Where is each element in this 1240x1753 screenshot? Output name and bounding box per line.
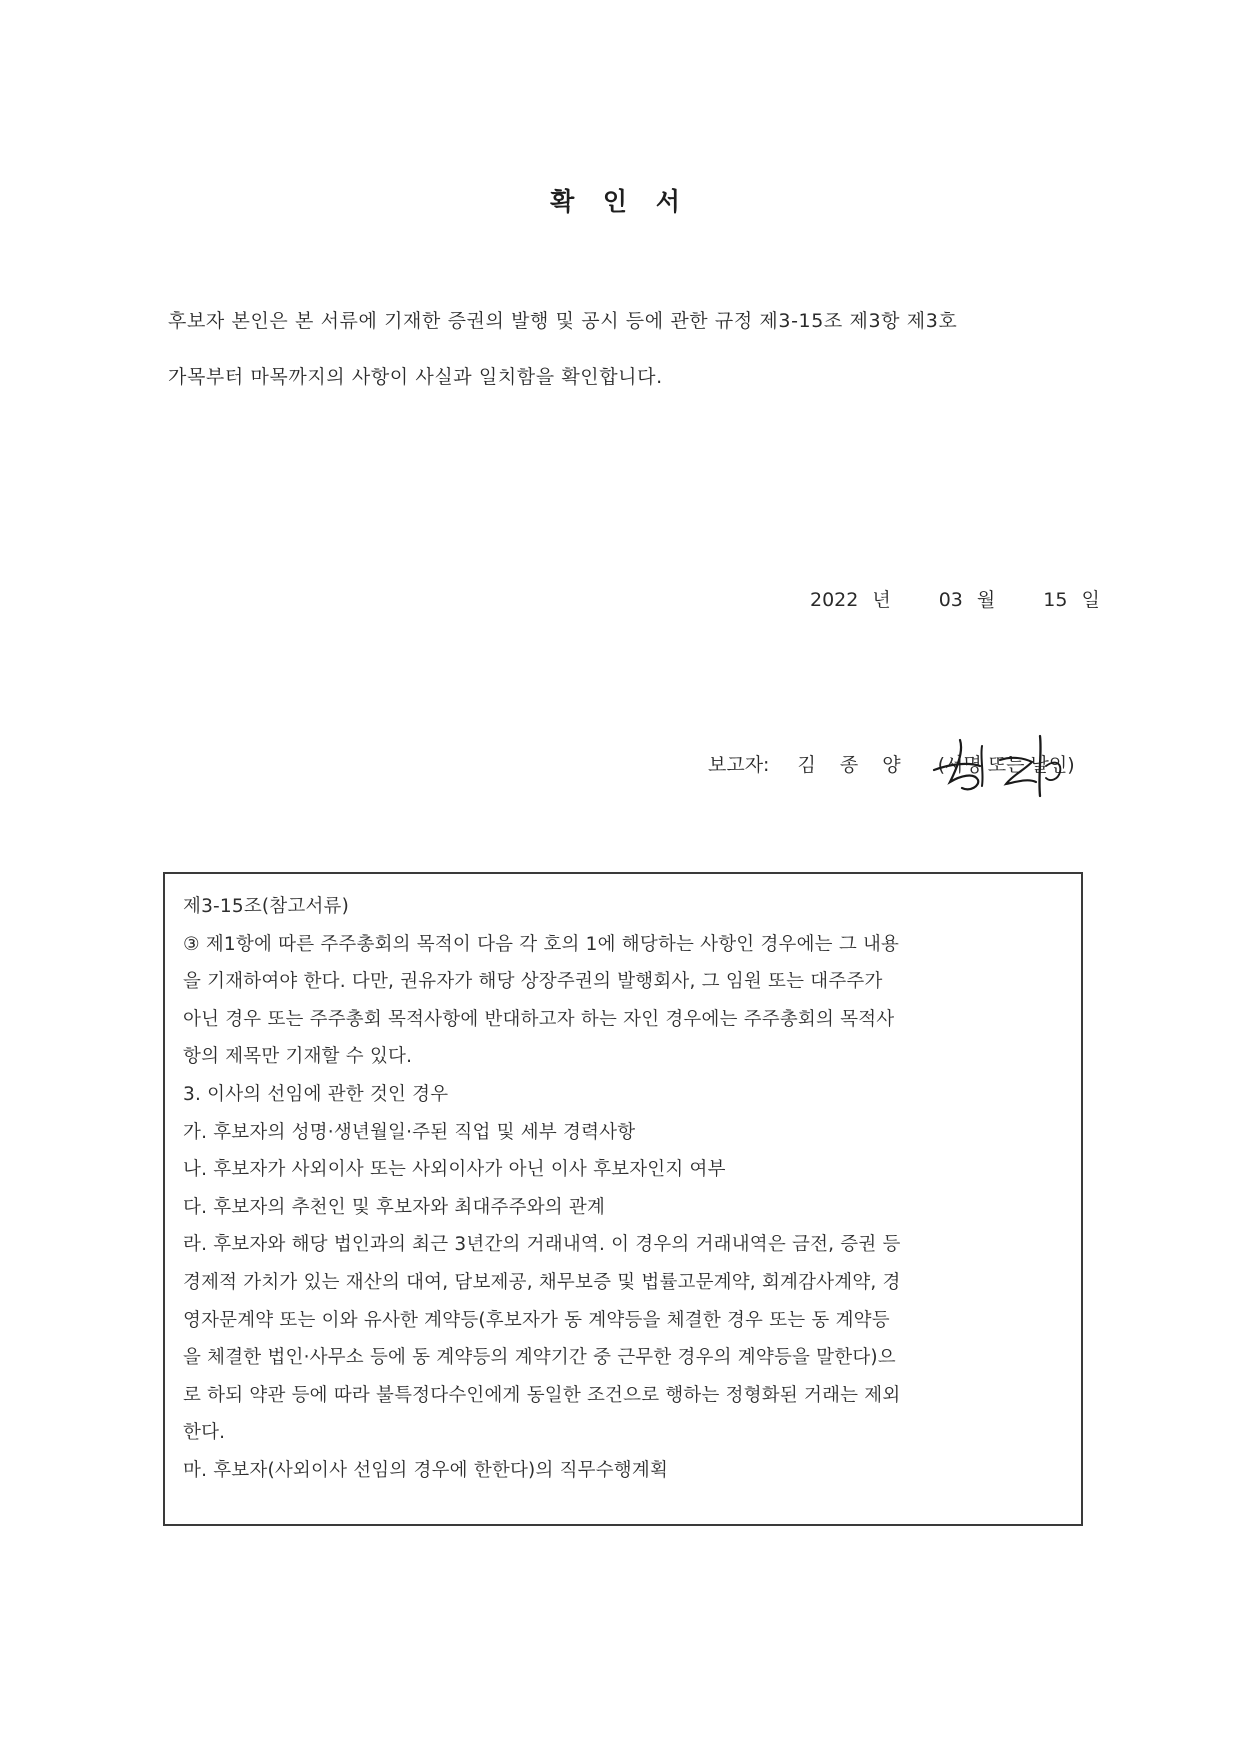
reference-text xyxy=(183,888,1071,1490)
date-row xyxy=(810,585,1100,612)
date-year: 2022 xyxy=(810,589,859,611)
signature-area xyxy=(938,750,1075,777)
reference-line: 나. 후보자가 사외이사 또는 사외이사가 아닌 이사 후보자인지 여부 xyxy=(183,1159,726,1181)
reference-line: 다. 후보자의 추천인 및 후보자와 최대주주와의 관계 xyxy=(183,1196,606,1218)
reference-line: ③ 제1항에 따른 주주총회의 목적이 다음 각 호의 1에 해당하는 사항인 경우에는 그 내용 xyxy=(183,933,900,955)
document-title: 확 인 서 xyxy=(550,187,690,216)
sign-note: (서명 또는 날인) xyxy=(937,754,1075,776)
statement-line-1: 후보자 본인은 본 서류에 기재한 증권의 발행 및 공시 등에 관한 규정 제3-15조 제3항 제3호 xyxy=(168,310,958,332)
reference-box xyxy=(163,872,1083,1526)
statement-line-2: 가목부터 마목까지의 사항이 사실과 일치함을 확인합니다. xyxy=(168,366,663,388)
date-month-unit: 월 xyxy=(976,589,996,611)
reporter-label: 보고자: xyxy=(708,754,770,776)
date-year-unit: 년 xyxy=(872,589,891,611)
reference-line: 마. 후보자(사외이사 선임의 경우에 한한다)의 직무수행계획 xyxy=(183,1459,669,1481)
reference-line: 아닌 경우 또는 주주총회 목적사항에 반대하고자 하는 자인 경우에는 주주총회의 목적사 xyxy=(183,1008,895,1030)
reporter-name: 김 종 양 xyxy=(797,754,910,776)
reference-line: 한다. xyxy=(183,1422,226,1444)
reference-line: 제3-15조(참고서류) xyxy=(183,896,350,917)
reference-line: 3. 이사의 선임에 관한 것인 경우 xyxy=(183,1083,449,1105)
reference-line: 경제적 가치가 있는 재산의 대여, 담보제공, 채무보증 및 법률고문계약, 회계감사계약, 경 xyxy=(183,1271,901,1293)
date-day: 15 xyxy=(1043,589,1068,611)
reference-line: 가. 후보자의 성명·생년월일·주된 직업 및 세부 경력사항 xyxy=(183,1121,636,1143)
date-month: 03 xyxy=(938,589,963,611)
reference-line: 영자문계약 또는 이와 유사한 계약등(후보자가 동 계약등을 체결한 경우 또는 동 계약등 xyxy=(183,1309,890,1331)
reference-line: 항의 제목만 기재할 수 있다. xyxy=(183,1046,413,1068)
reference-line: 라. 후보자와 해당 법인과의 최근 3년간의 거래내역. 이 경우의 거래내역은 금전, 증권 등 xyxy=(183,1234,901,1256)
reference-line: 로 하되 약관 등에 따라 불특정다수인에게 동일한 조건으로 행하는 정형화된 거래는 제외 xyxy=(183,1384,901,1406)
reference-line: 을 기재하여야 한다. 다만, 권유자가 해당 상장주권의 발행회사, 그 임원 또는 대주주가 xyxy=(183,971,883,993)
reference-line: 을 체결한 법인·사무소 등에 동 계약등의 계약기간 중 근무한 경우의 계약등을 말한다)으 xyxy=(183,1347,896,1369)
reporter-row xyxy=(708,750,1075,777)
date-day-unit: 일 xyxy=(1081,589,1100,611)
